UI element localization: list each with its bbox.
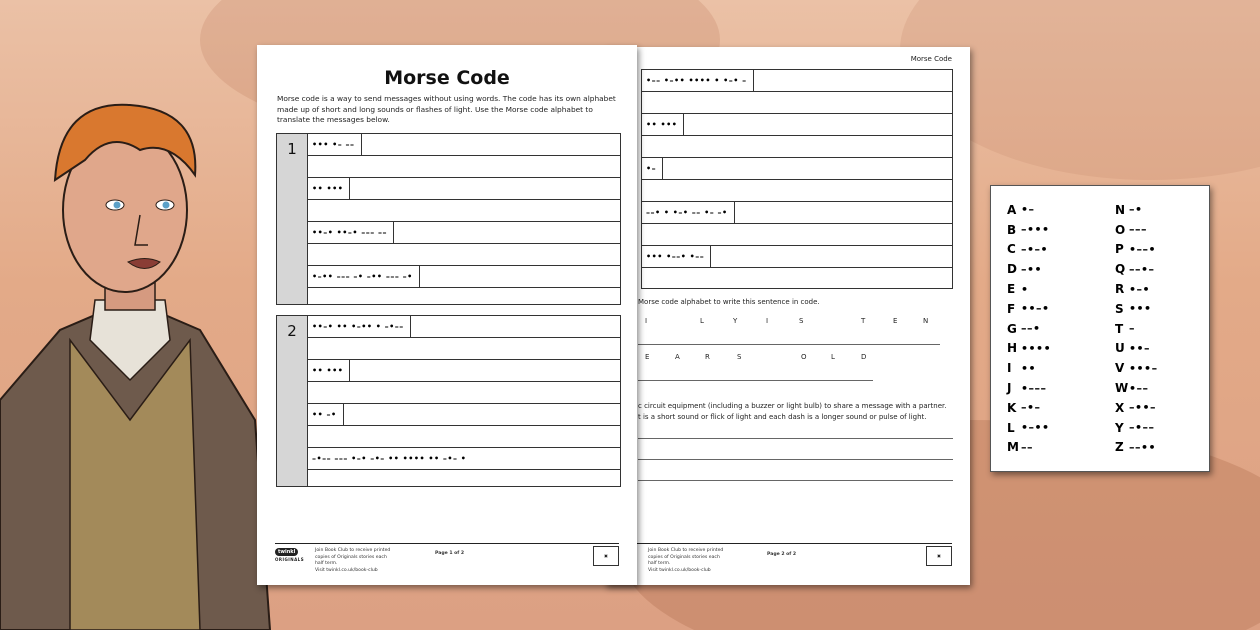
sentence-line-2: E A R S O L D bbox=[645, 353, 867, 361]
code-grid bbox=[641, 69, 953, 289]
morse-code: •• ••• bbox=[308, 178, 350, 199]
alphabet-entry: T – bbox=[1115, 321, 1135, 336]
morse-code: •–– •–•• •••• • •–• – bbox=[642, 70, 754, 91]
answer-row[interactable] bbox=[642, 136, 952, 158]
intro-text: Morse code is a way to send messages without using words. The code has its own alphabet made up of short and long sounds or flashes of light. Use the Morse code alphabet to translate the messages below. bbox=[277, 94, 616, 124]
answer-line[interactable] bbox=[638, 344, 940, 345]
question-number-panel bbox=[277, 316, 308, 486]
answer-row[interactable] bbox=[642, 268, 952, 288]
answer-row[interactable] bbox=[308, 288, 620, 308]
code-row bbox=[308, 222, 620, 244]
alphabet-entry: U ••– bbox=[1115, 341, 1151, 356]
alphabet-entry: X –••– bbox=[1115, 400, 1157, 415]
code-row bbox=[642, 70, 952, 92]
code-row bbox=[308, 404, 620, 426]
alphabet-entry: F ••–• bbox=[1007, 301, 1050, 316]
question-2-box bbox=[276, 315, 621, 487]
morse-code: •–•• ––– –• –•• ––– –• bbox=[308, 266, 420, 287]
alphabet-entry: S ••• bbox=[1115, 301, 1152, 316]
alphabet-entry: W •–– bbox=[1115, 381, 1149, 396]
alphabet-entry: R •–• bbox=[1115, 282, 1151, 297]
code-row bbox=[642, 246, 952, 268]
twinkl-logo: twinkl ORIGINALS bbox=[275, 549, 305, 562]
morse-code: •• ••• bbox=[308, 360, 350, 381]
originals-badge-icon: ▣ bbox=[926, 546, 952, 566]
sentence-line-1: I L Y I S T E N bbox=[645, 317, 929, 325]
page-header: Morse Code bbox=[910, 55, 952, 63]
answer-row[interactable] bbox=[308, 244, 620, 266]
originals-badge-icon: ▣ bbox=[593, 546, 619, 566]
code-row bbox=[642, 202, 952, 224]
alphabet-entry: Q ––•– bbox=[1115, 262, 1155, 277]
answer-line[interactable] bbox=[638, 459, 953, 460]
alphabet-entry: Z ––•• bbox=[1115, 440, 1157, 455]
activity-text-1: c circuit equipment (including a buzzer or light bulb) to share a message with a partner. bbox=[638, 402, 947, 410]
morse-code: –•–– ––– •–• –•– •• •••• •• –•– • bbox=[312, 454, 467, 463]
morse-code: •• ••• bbox=[642, 114, 684, 135]
page-number: Page 2 of 2 bbox=[767, 552, 797, 557]
footer-divider bbox=[275, 543, 619, 544]
alphabet-entry: E • bbox=[1007, 282, 1029, 297]
footer-divider bbox=[635, 543, 952, 544]
code-row bbox=[308, 448, 620, 470]
morse-code: •• –• bbox=[308, 404, 344, 425]
answer-line[interactable] bbox=[638, 380, 873, 381]
instruction-text: Morse code alphabet to write this sentence in code. bbox=[638, 298, 820, 306]
code-row bbox=[308, 266, 620, 288]
alphabet-entry: Y –•–– bbox=[1115, 420, 1155, 435]
alphabet-entry: H •••• bbox=[1007, 341, 1052, 356]
answer-row[interactable] bbox=[308, 382, 620, 404]
alphabet-column-n-z bbox=[1115, 200, 1158, 457]
worksheet-page-2 bbox=[605, 47, 970, 585]
code-row bbox=[308, 360, 620, 382]
page-title: Morse Code bbox=[384, 67, 510, 89]
morse-code: ••–• •• •–•• • –•–– bbox=[308, 316, 411, 337]
morse-code: •– bbox=[642, 158, 663, 179]
morse-code: ••–• ••–• ––– –– bbox=[308, 222, 394, 243]
code-row bbox=[308, 134, 620, 156]
alphabet-entry: C –•–• bbox=[1007, 242, 1049, 257]
alphabet-entry: P •––• bbox=[1115, 242, 1157, 257]
alphabet-entry: I •• bbox=[1007, 361, 1037, 376]
alphabet-entry: J •––– bbox=[1007, 381, 1047, 396]
alphabet-entry: K –•– bbox=[1007, 400, 1041, 415]
book-club-text: Join Book Club to receive printed copies of Originals stories each half term. Visit twinkl.co.uk/book-club bbox=[315, 548, 391, 573]
answer-row[interactable] bbox=[308, 426, 620, 448]
alphabet-entry: V •••– bbox=[1115, 361, 1158, 376]
answer-line[interactable] bbox=[638, 480, 953, 481]
morse-code: ––• • •–• –– •– –• bbox=[642, 202, 735, 223]
answer-row[interactable] bbox=[642, 92, 952, 114]
morse-code: ••• •––• •–– bbox=[642, 246, 711, 267]
question-1-box bbox=[276, 133, 621, 305]
alphabet-entry: O ––– bbox=[1115, 222, 1147, 237]
activity-text-2: t is a short sound or flick of light and each dash is a longer sound or pulse of light. bbox=[638, 413, 927, 421]
answer-row[interactable] bbox=[308, 200, 620, 222]
morse-code: ••• •– –– bbox=[308, 134, 362, 155]
answer-row[interactable] bbox=[308, 156, 620, 178]
answer-row[interactable] bbox=[308, 470, 620, 490]
alphabet-entry: D –•• bbox=[1007, 262, 1043, 277]
code-row bbox=[308, 316, 620, 338]
page-number: Page 1 of 2 bbox=[435, 551, 465, 556]
alphabet-entry: G ––• bbox=[1007, 321, 1041, 336]
alphabet-column-a-m bbox=[1007, 200, 1051, 457]
code-row bbox=[308, 178, 620, 200]
question-number: 2 bbox=[287, 322, 297, 340]
answer-line[interactable] bbox=[638, 438, 953, 439]
question-number-panel bbox=[277, 134, 308, 304]
worksheet-page-1 bbox=[257, 45, 637, 585]
question-number: 1 bbox=[287, 140, 297, 158]
alphabet-entry: M –– bbox=[1007, 440, 1033, 455]
book-club-text: Join Book Club to receive printed copies of Originals stories each half term. Visit twinkl.co.uk/book-club bbox=[648, 548, 724, 573]
answer-row[interactable] bbox=[642, 180, 952, 202]
alphabet-entry: N –• bbox=[1115, 202, 1143, 217]
morse-alphabet-card bbox=[990, 185, 1210, 472]
code-row bbox=[642, 158, 952, 180]
answer-row[interactable] bbox=[642, 224, 952, 246]
answer-row[interactable] bbox=[308, 338, 620, 360]
alphabet-entry: B –••• bbox=[1007, 222, 1050, 237]
alphabet-entry: L •–•• bbox=[1007, 420, 1050, 435]
code-row bbox=[642, 114, 952, 136]
alphabet-entry: A •– bbox=[1007, 202, 1035, 217]
